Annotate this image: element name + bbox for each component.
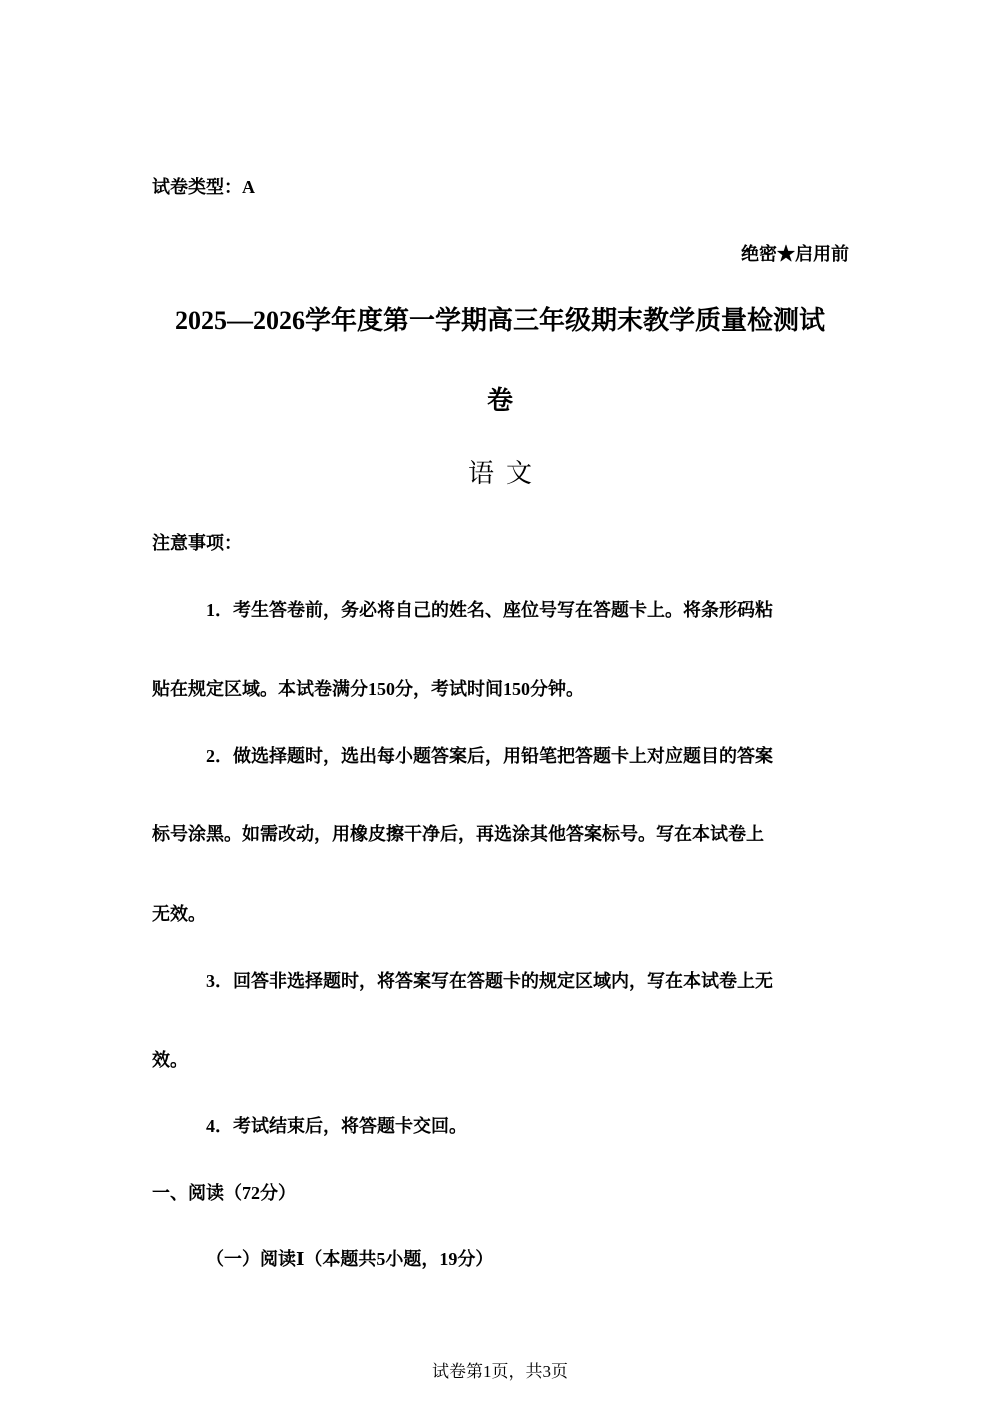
- section-heading-reading: 一、阅读（72分）: [152, 1183, 296, 1203]
- notice-item-3-continued: 效。: [152, 1050, 188, 1070]
- page-footer: 试卷第1页，共3页: [432, 1362, 568, 1381]
- page-title: 2025—2026学年度第一学期高三年级期末教学质量检测试: [174, 306, 825, 335]
- notice-heading: 注意事项：: [152, 533, 242, 553]
- paper-type: 试卷类型：A: [152, 177, 255, 197]
- notice-item-2-continued: 标号涂黑。如需改动，用橡皮擦干净后，再选涂其他答案标号。写在本试卷上: [152, 824, 764, 844]
- notice-item-4: 4．考试结束后，将答题卡交回。: [206, 1116, 467, 1136]
- secret-mark: 绝密★启用前: [741, 244, 849, 264]
- notice-item-1: 1．考生答卷前，务必将自己的姓名、座位号写在答题卡上。将条形码粘: [206, 600, 773, 620]
- subject-title: 语文: [467, 459, 544, 489]
- notice-item-3: 3．回答非选择题时，将答案写在答题卡的规定区域内，写在本试卷上无: [206, 971, 773, 991]
- subsection-heading-reading-1: （一）阅读Ⅰ（本题共5小题，19分）: [206, 1249, 494, 1269]
- page-title-continued: 卷: [486, 386, 513, 415]
- notice-item-2: 2．做选择题时，选出每小题答案后，用铅笔把答题卡上对应题目的答案: [206, 746, 773, 766]
- notice-item-1-continued: 贴在规定区域。本试卷满分150分，考试时间150分钟。: [152, 679, 584, 699]
- notice-item-2-end: 无效。: [152, 904, 206, 924]
